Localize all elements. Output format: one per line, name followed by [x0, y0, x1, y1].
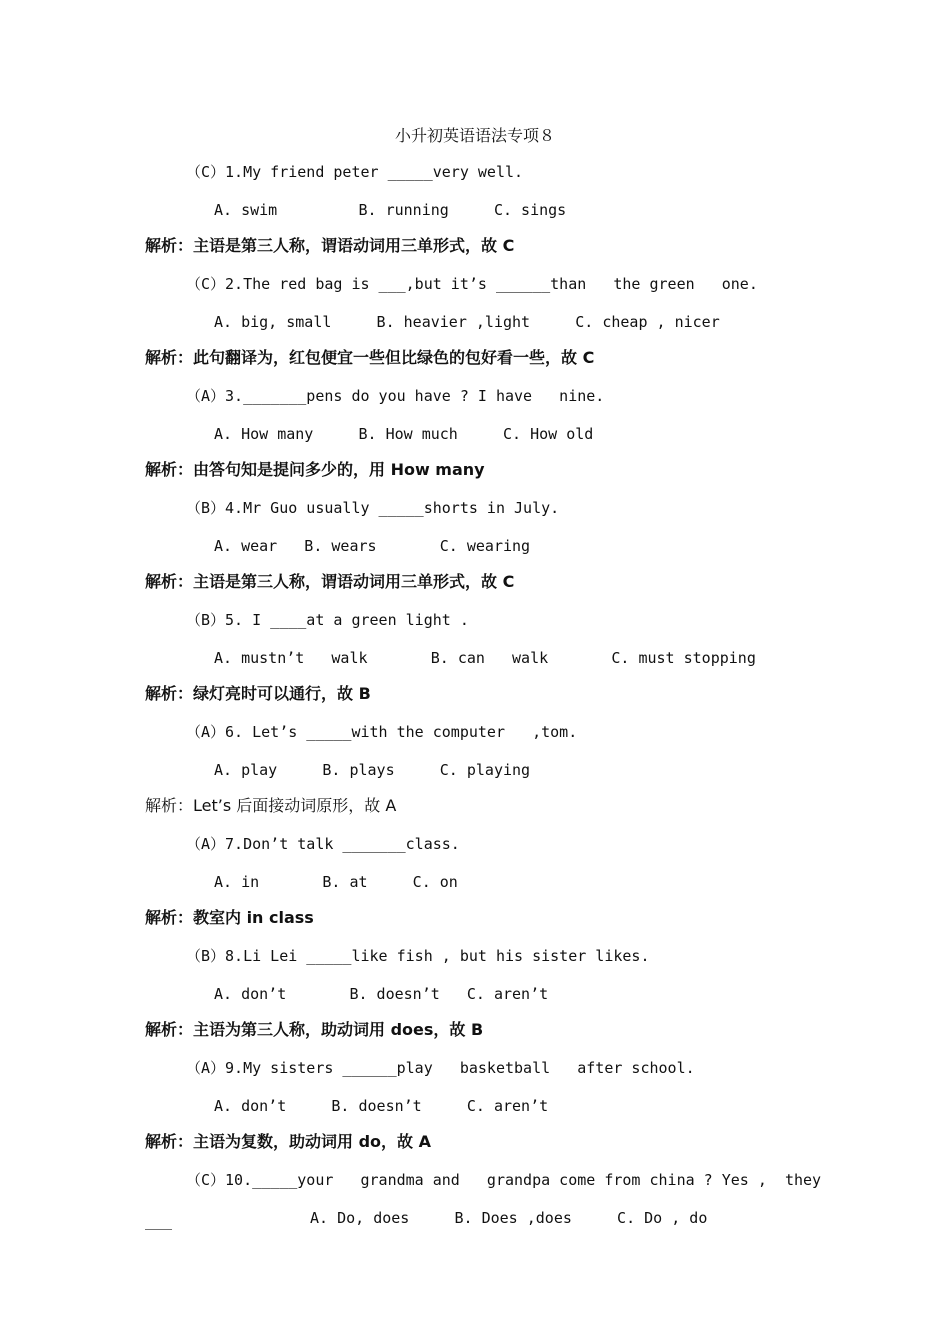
question-5-stem: （B）5. I ____at a green light . [186, 611, 469, 629]
question-3-options: A. How many B. How much C. How old [214, 425, 594, 443]
question-7-options: A. in B. at C. on [214, 873, 458, 891]
question-3-stem: （A）3._______pens do you have ? I have nine. [186, 387, 605, 405]
question-7-analysis: 解析：教室内 in class [145, 908, 314, 927]
question-9-options: A. don’t B. doesn’t C. aren’t [214, 1097, 549, 1115]
question-7-stem: （A）7.Don’t talk _______class. [186, 835, 460, 853]
question-8-analysis: 解析：主语为第三人称，助动词用 does，故 B [145, 1020, 484, 1039]
question-6-options: A. play B. plays C. playing [214, 761, 531, 779]
question-9-stem: （A）9.My sisters ______play basketball after school. [186, 1059, 695, 1077]
question-10-stem: （C）10._____your grandma and grandpa come from china ? Yes , they [186, 1171, 822, 1189]
question-2-options: A. big, small B. heavier ,light C. cheap , nicer [214, 313, 720, 331]
question-10-options: A. Do, does B. Does ,does C. Do , do [310, 1209, 708, 1227]
question-1-stem: （C）1.My friend peter _____very well. [186, 163, 524, 181]
question-1-analysis: 解析：主语是第三人称，谓语动词用三单形式，故 C [145, 236, 515, 255]
question-5-options: A. mustn’t walk B. can walk C. must stopping [214, 649, 756, 667]
question-10-answer-blank: ___ [145, 1212, 173, 1230]
question-6-stem: （A）6. Let’s _____with the computer ,tom. [186, 723, 578, 741]
question-2-stem: （C）2.The red bag is ___,but it’s ______than the green one. [186, 275, 758, 293]
question-8-stem: （B）8.Li Lei _____like fish , but his sister likes. [186, 947, 650, 965]
question-6-analysis: 解析：Let’s 后面接动词原形，故 A [145, 796, 397, 815]
question-9-analysis: 解析：主语为复数，助动词用 do，故 A [145, 1132, 431, 1151]
question-2-analysis: 解析：此句翻译为，红包便宜一些但比绿色的包好看一些，故 C [145, 348, 595, 367]
question-3-analysis: 解析：由答句知是提问多少的，用 How many [145, 460, 485, 479]
question-8-options: A. don’t B. doesn’t C. aren’t [214, 985, 549, 1003]
question-5-analysis: 解析：绿灯亮时可以通行，故 B [145, 684, 371, 703]
question-4-options: A. wear B. wears C. wearing [214, 537, 531, 555]
page-title: 小升初英语语法专项８ [394, 126, 555, 145]
question-4-stem: （B）4.Mr Guo usually _____shorts in July. [186, 499, 560, 517]
question-1-options: A. swim B. running C. sings [214, 201, 567, 219]
question-4-analysis: 解析：主语是第三人称，谓语动词用三单形式，故 C [145, 572, 515, 591]
